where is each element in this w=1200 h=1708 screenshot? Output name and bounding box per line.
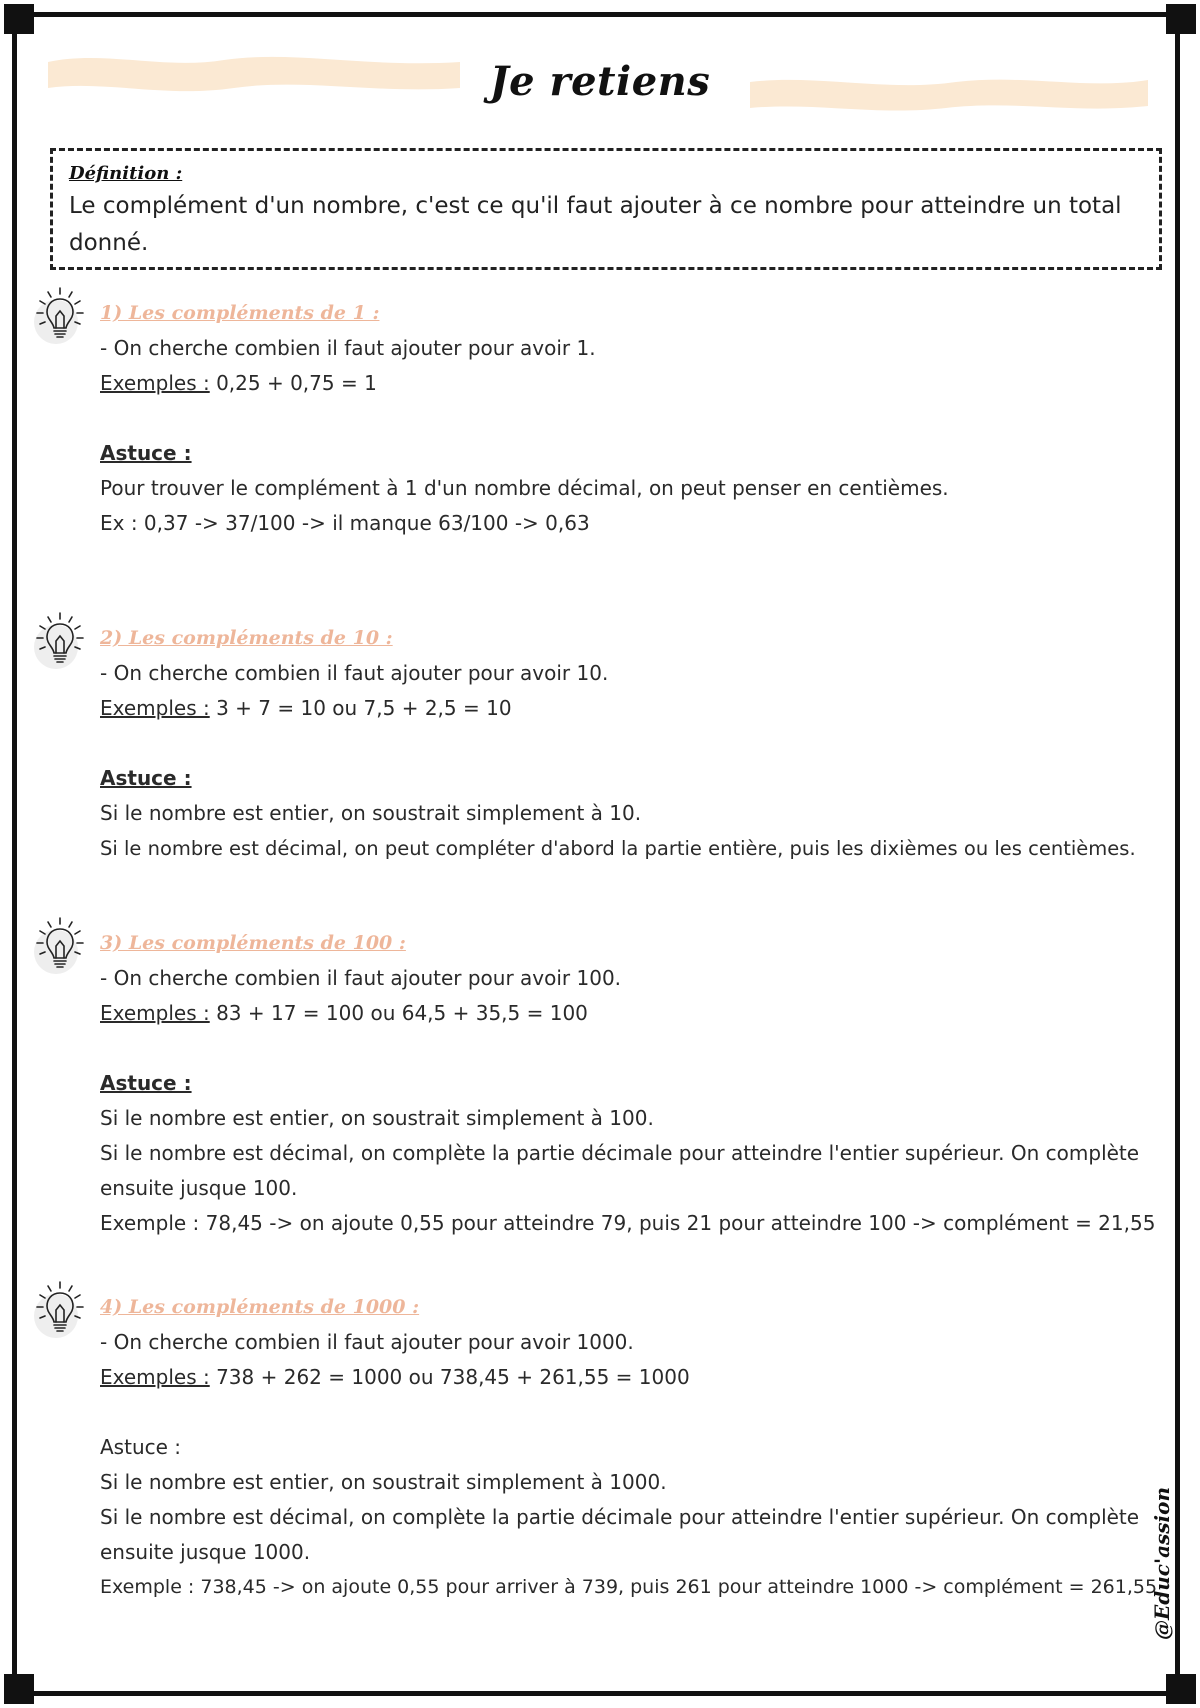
examples-text: 3 + 7 = 10 ou 7,5 + 2,5 = 10 [209,696,512,720]
tip-line: Si le nombre est décimal, on complète la partie décimale pour atteindre l'entier supérieur. On complète [100,1505,1140,1529]
lightbulb-icon [32,1280,88,1342]
tip-line: ensuite jusque 100. [100,1176,298,1200]
examples-label: Exemples : [100,1001,210,1025]
lightbulb-icon [32,286,88,348]
tip-line: Si le nombre est entier, on soustrait simplement à 1000. [100,1470,667,1494]
examples-text: 83 + 17 = 100 ou 64,5 + 35,5 = 100 [209,1001,588,1025]
examples-line [100,366,1160,401]
section-title: 3) Les compléments de 100 : [100,932,406,954]
tip-line: ensuite jusque 1000. [100,1540,311,1564]
tip-label: Astuce : [100,766,192,790]
tip-line: Ex : 0,37 -> 37/100 -> il manque 63/100 -> 0,63 [100,511,590,535]
frame-corner-top-right [1166,4,1196,34]
examples-label: Exemples : [100,1365,210,1389]
tip-label: Astuce : [100,1071,192,1095]
section-intro: - On cherche combien il faut ajouter pour avoir 100. [100,966,622,990]
tip-label: Astuce : [100,441,192,465]
section-title: 4) Les compléments de 1000 : [100,1296,420,1318]
tip-line: Si le nombre est entier, on soustrait simplement à 10. [100,801,642,825]
examples-text: 0,25 + 0,75 = 1 [209,371,377,395]
section-intro: - On cherche combien il faut ajouter pour avoir 1. [100,336,596,360]
lightbulb-icon [32,916,88,978]
examples-line [100,691,1160,726]
definition-label: Définition : [69,163,183,184]
section-title: 1) Les compléments de 1 : [100,302,380,324]
frame-corner-bottom-left [4,1674,34,1704]
examples-label: Exemples : [100,371,210,395]
page-title: Je retiens [489,58,711,105]
examples-line [100,1360,1160,1395]
tip-label: Astuce : [100,1435,182,1459]
author-watermark: @Educ'assion [1150,1486,1174,1640]
definition-box [50,148,1162,270]
tip-line: Exemple : 738,45 -> on ajoute 0,55 pour arriver à 739, puis 261 pour atteindre 1000 -> complément = 261,55 [100,1576,1158,1598]
examples-label: Exemples : [100,696,210,720]
examples-line [100,996,1160,1031]
section-title: 2) Les compléments de 10 : [100,627,393,649]
tip-line: Exemple : 78,45 -> on ajoute 0,55 pour atteindre 79, puis 21 pour atteindre 100 -> complément = 21,55 [100,1211,1156,1235]
definition-text: Le complément d'un nombre, c'est ce qu'il faut ajouter à ce nombre pour atteindre un total donné. [69,193,1122,256]
frame-corner-bottom-right [1166,1674,1196,1704]
examples-text: 738 + 262 = 1000 ou 738,45 + 261,55 = 1000 [209,1365,690,1389]
frame-corner-top-left [4,4,34,34]
lightbulb-icon [32,611,88,673]
section-intro: - On cherche combien il faut ajouter pour avoir 1000. [100,1330,634,1354]
tip-line: Si le nombre est entier, on soustrait simplement à 100. [100,1106,654,1130]
tip-line: Si le nombre est décimal, on peut compléter d'abord la partie entière, puis les dixièmes ou les centièmes. [100,837,1136,860]
tip-line: Si le nombre est décimal, on complète la partie décimale pour atteindre l'entier supérieur. On complète [100,1141,1140,1165]
section-intro: - On cherche combien il faut ajouter pour avoir 10. [100,661,609,685]
tip-line: Pour trouver le complément à 1 d'un nombre décimal, on peut penser en centièmes. [100,476,949,500]
